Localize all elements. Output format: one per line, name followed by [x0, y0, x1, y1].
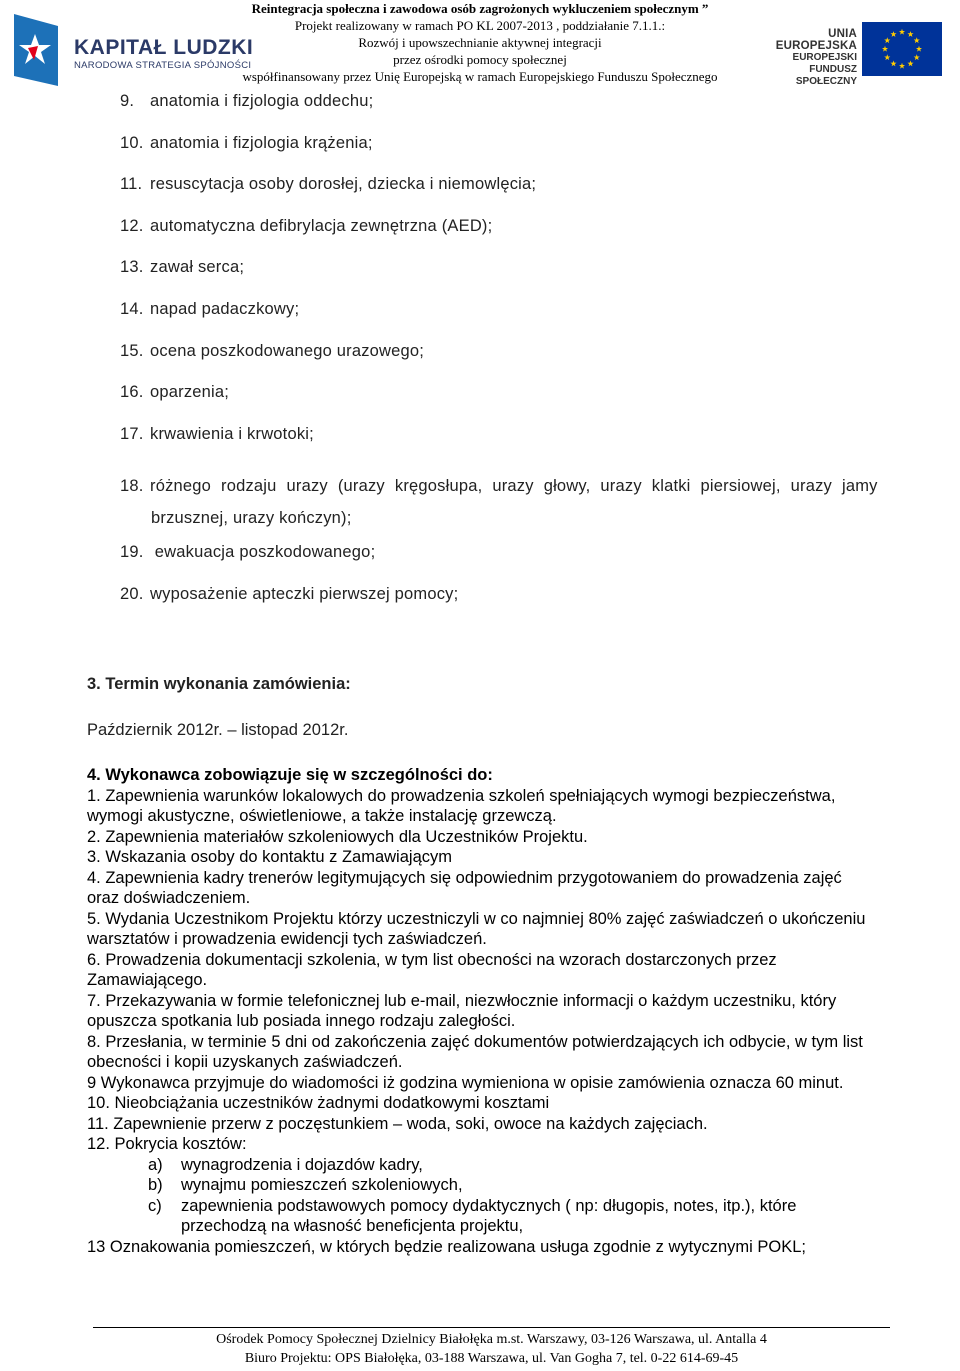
section-3-title-wrap — [87, 675, 351, 694]
footer-divider — [93, 1327, 890, 1328]
topic-item — [120, 257, 910, 299]
obligation-item: 3. Wskazania osoby do kontaktu z Zamawiającym — [87, 848, 452, 866]
project-header-text — [190, 0, 770, 85]
eu-logo-line1: UNIA EUROPEJSKA — [775, 28, 857, 52]
topic-number: 18. — [120, 477, 144, 496]
cost-item-letter: b) — [148, 1176, 163, 1194]
project-measure-line: Rozwój i upowszechnianie aktywnej integracji — [358, 35, 602, 50]
topic-item — [120, 299, 910, 341]
topic-number: 12. — [120, 216, 144, 235]
topic-item — [120, 174, 910, 216]
topic-item — [120, 133, 910, 175]
footer-office-line: Biuro Projektu: OPS Białołęka, 03-188 Warszawa, ul. Van Gogha 7, tel. 0-22 614-69-45 — [244, 1351, 739, 1366]
topic-text: resuscytacja osoby dorosłej, dziecka i niemowlęcia; — [150, 175, 537, 194]
topic-number: 17. — [120, 424, 144, 443]
topic-item — [120, 542, 910, 584]
section-4-item-13: 13 Oznakowania pomieszczeń, w których będzie realizowana usługa zgodnie z wytycznymi POKL; — [87, 1237, 807, 1256]
cost-item-letter: c) — [148, 1196, 162, 1215]
topic-number: 14. — [120, 299, 144, 318]
topic-text: anatomia i fizjologia krążenia; — [150, 133, 373, 152]
kapital-ludzki-star-icon — [8, 10, 62, 86]
topic-text-continued: brzusznej, urazy kończyn); — [151, 509, 352, 528]
topic-item — [120, 341, 910, 383]
project-ops-line: przez ośrodki pomocy społecznej — [393, 52, 567, 67]
obligation-item: 10. Nieobciążania uczestników żadnymi dodatkowymi kosztami — [87, 1094, 550, 1112]
obligation-item: 7. Przekazywania w formie telefonicznej lub e-mail, niezwłocznie informacji o każdym uczestniku, który opuszcza spotkania lub posiada innego rodzaju zaległości. — [87, 991, 837, 1030]
eu-logo-line2: EUROPEJSKI — [792, 52, 857, 63]
topic-text: wyposażenie apteczki pierwszej pomocy; — [150, 584, 459, 603]
cost-item — [87, 1155, 877, 1176]
page-header — [0, 0, 960, 90]
project-program-line: Projekt realizowany w ramach PO KL 2007-2013 , poddziałanie 7.1.1.: — [294, 18, 666, 33]
topic-number: 15. — [120, 341, 144, 360]
obligation-item: 5. Wydania Uczestnikom Projektu którzy uczestniczyli w co najmniej 80% zajęć zaświadczeń o ukończeniu warsztatów i prowadzenia ewidencji tych zaświadczeń. — [87, 909, 866, 948]
cost-item-text: zapewnienia podstawowych pomocy dydaktycznych ( np: długopis, notes, itp.), które przechodzą na własność beneficjenta projektu, — [181, 1196, 797, 1235]
cost-item-text: wynagrodzenia i dojazdów kadry, — [181, 1155, 423, 1174]
topic-text: anatomia i fizjologia oddechu; — [150, 92, 374, 110]
obligation-item: 8. Przesłania, w terminie 5 dni od zakończenia zajęć dokumentów potwierdzających ich odbycie, w tym list obecności i kopii uzyskanych zaświadczeń. — [87, 1032, 863, 1071]
topic-item — [120, 470, 910, 542]
obligation-item: 6. Prowadzenia dokumentacji szkolenia, w tym list obecności na wzorach dostarczonych przez Zamawiającego. — [87, 950, 777, 989]
kapital-ludzki-subtitle: NARODOWA STRATEGIA SPÓJNOŚCI — [74, 60, 252, 71]
topic-text: ewakuacja poszkodowanego; — [150, 543, 376, 562]
topic-text: krwawienia i krwotoki; — [150, 424, 314, 443]
topic-number: 20. — [120, 584, 144, 603]
section-4-items — [87, 786, 877, 1155]
obligation-item: 11. Zapewnienie przerw z poczęstunkiem – woda, soki, owoce na każdych zajęciach. — [87, 1114, 708, 1133]
topic-number: 16. — [120, 383, 144, 402]
eu-logo-text — [752, 28, 857, 88]
topic-item — [120, 91, 910, 133]
page-footer — [93, 1330, 890, 1368]
topic-item — [120, 382, 910, 424]
topic-text: automatyczna defibrylacja zewnętrzna (AED); — [150, 216, 493, 235]
topic-text: zawał serca; — [150, 258, 245, 277]
topic-text: oparzenia; — [150, 383, 230, 402]
section-4-title: 4. Wykonawca zobowiązuje się w szczególności do: — [87, 766, 493, 784]
section-3-dates: Październik 2012r. – listopad 2012r. — [87, 721, 349, 739]
topic-number: 11. — [120, 175, 143, 194]
cost-item-text: wynajmu pomieszczeń szkoleniowych, — [181, 1176, 463, 1194]
topic-item — [120, 424, 910, 466]
eu-logo-line3: FUNDUSZ SPOŁECZNY — [795, 64, 857, 87]
section-3-title: 3. Termin wykonania zamówienia: — [87, 675, 351, 693]
eu-logo — [752, 22, 948, 87]
obligation-item: 9 Wykonawca przyjmuje do wiadomości iż godzina wymieniona w opisie zamówienia oznacza 60 minut. — [87, 1073, 844, 1092]
topic-number: 13. — [120, 258, 144, 277]
project-cofinancing-line: współfinansowany przez Unię Europejską w ramach Europejskiego Funduszu Społecznego — [242, 69, 718, 84]
training-topics-list — [120, 91, 910, 626]
topic-text: różnego rodzaju urazy (urazy kręgosłupa, urazy głowy, urazy klatki piersiowej, urazy jamy — [150, 477, 878, 496]
project-title-line: Reintegracja społeczna i zawodowa osób zagrożonych wykluczeniem społecznym ” — [251, 1, 709, 16]
kapital-ludzki-title: KAPITAŁ LUDZKI — [74, 36, 254, 59]
section-4 — [87, 765, 877, 1257]
topic-item — [120, 216, 910, 258]
topic-item — [120, 584, 910, 626]
cost-item-letter: a) — [148, 1155, 163, 1174]
footer-address-line: Ośrodek Pomocy Społecznej Dzielnicy Białołęka m.st. Warszawy, 03-126 Warszawa, ul. Antalla 4 — [216, 1332, 767, 1347]
topic-number: 9. — [120, 92, 135, 110]
topic-text: ocena poszkodowanego urazowego; — [150, 341, 425, 360]
section-3-text-wrap — [87, 721, 348, 740]
obligation-item: 1. Zapewnienia warunków lokalowych do prowadzenia szkoleń spełniających wymogi bezpieczeństwa, wymogi akustyczne, oświetleniowe, a także instalację grzewczą. — [87, 786, 836, 825]
topic-number: 19. — [120, 543, 144, 562]
obligation-item: 4. Zapewnienia kadry trenerów legitymujących się odpowiednim przygotowaniem do prowadzenia zajęć oraz doświadczeniem. — [87, 868, 842, 907]
topic-number: 10. — [120, 133, 144, 152]
obligation-item: 2. Zapewnienia materiałów szkoleniowych dla Uczestników Projektu. — [87, 827, 588, 846]
topic-text: napad padaczkowy; — [150, 299, 300, 318]
obligation-item: 12. Pokrycia kosztów: — [87, 1135, 247, 1153]
cost-list — [87, 1155, 877, 1237]
eu-flag-icon — [862, 22, 942, 76]
cost-item — [87, 1175, 877, 1196]
cost-item — [87, 1196, 877, 1237]
